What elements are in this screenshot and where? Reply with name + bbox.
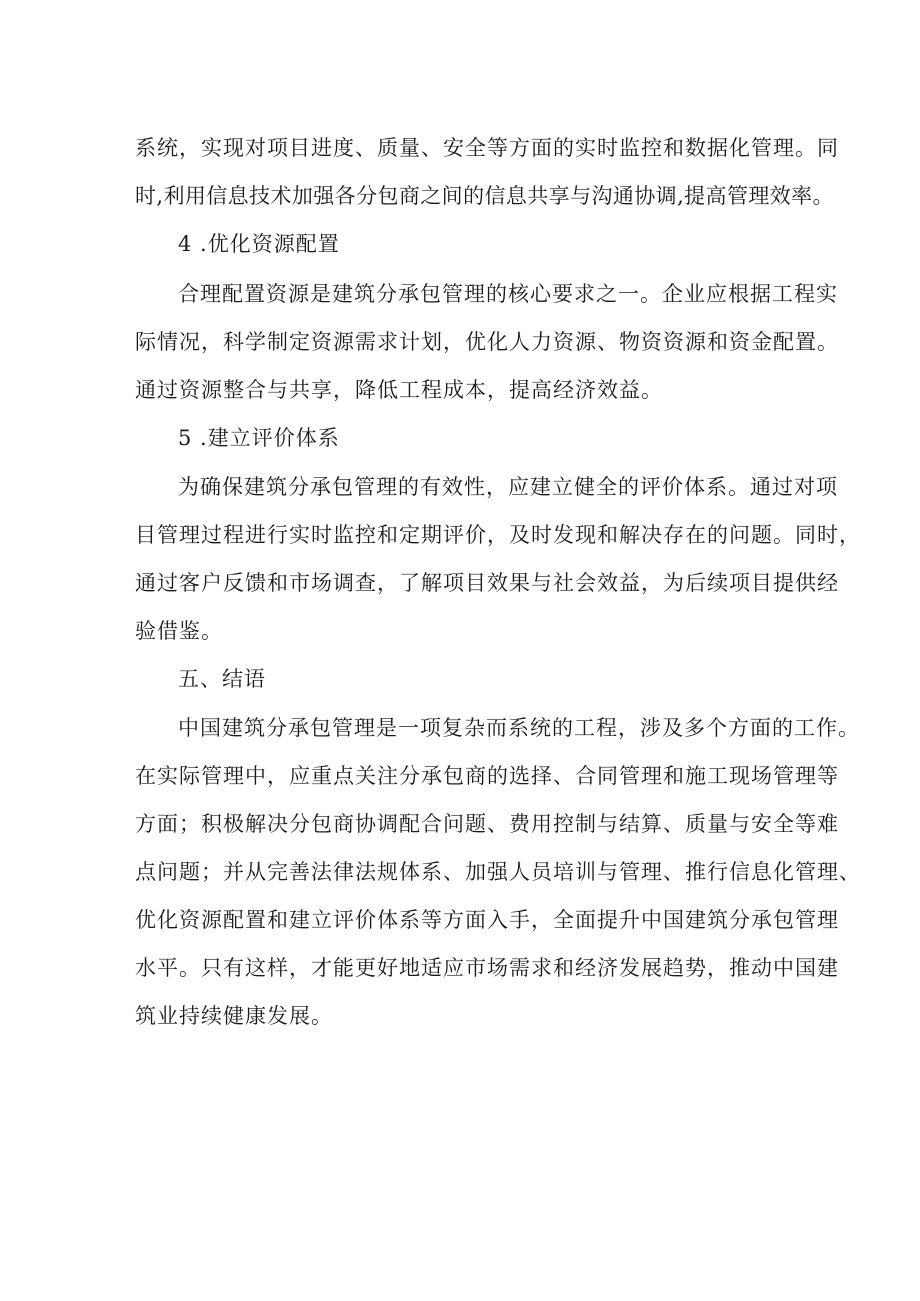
body-text-line: 通过资源整合与共享，降低工程成本，提高经济效益。 [135, 378, 663, 402]
body-text-line: 合理配置资源是建筑分承包管理的核心要求之一。企业应根据工程实 [178, 282, 838, 306]
body-text-line: 为确保建筑分承包管理的有效性，应建立健全的评价体系。通过对项 [178, 475, 838, 499]
section-heading: 4 .优化资源配置 [178, 232, 340, 256]
section-heading: 五、结语 [178, 667, 266, 691]
body-text-line: 际情况，科学制定资源需求计划，优化人力资源、物资资源和资金配置。 [135, 330, 839, 354]
body-text-line: 通过客户反馈和市场调查，了解项目效果与社会效益，为后续项目提供经 [135, 571, 839, 595]
body-text-line: 水平。只有这样，才能更好地适应市场需求和经济发展趋势，推动中国建 [135, 956, 839, 980]
section-heading: 5 .建立评价体系 [178, 426, 340, 450]
body-text-line: 中国建筑分承包管理是一项复杂而系统的工程，涉及多个方面的工作。 [178, 716, 860, 740]
body-text-line: 优化资源配置和建立评价体系等方面入手，全面提升中国建筑分承包管理 [135, 908, 839, 932]
body-text-line: 时,利用信息技术加强各分包商之间的信息共享与沟通协调,提高管理效率。 [135, 184, 834, 208]
body-text-line: 方面；积极解决分包商协调配合问题、费用控制与结算、质量与安全等难 [135, 812, 839, 836]
body-text-line: 在实际管理中，应重点关注分承包商的选择、合同管理和施工现场管理等 [135, 764, 839, 788]
body-text-line: 系统，实现对项目进度、质量、安全等方面的实时监控和数据化管理。同 [135, 136, 839, 160]
body-text-line: 目管理过程进行实时监控和定期评价，及时发现和解决存在的问题。同时， [135, 523, 861, 547]
body-text-line: 验借鉴。 [135, 619, 223, 643]
body-text-line: 点问题；并从完善法律法规体系、加强人员培训与管理、推行信息化管理、 [135, 860, 861, 884]
body-text-line: 筑业持续健康发展。 [135, 1004, 333, 1028]
